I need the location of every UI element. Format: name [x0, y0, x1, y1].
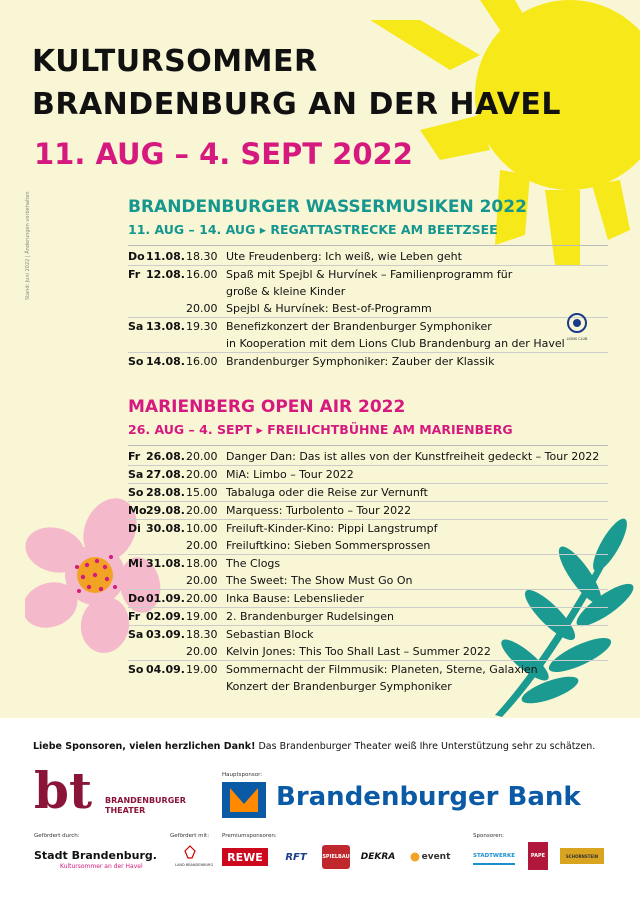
event-time: 18.00 [186, 557, 218, 570]
event-row [128, 607, 608, 625]
event-logo-text: event [421, 852, 451, 862]
event-day [128, 283, 146, 300]
event-time: 20.00 [186, 504, 218, 517]
event-row [128, 537, 608, 554]
event-day: Fr [128, 610, 141, 623]
event-day: Fr [128, 268, 141, 281]
event-date [146, 283, 186, 300]
event-date: 04.09. [146, 663, 185, 676]
event-date: 11.08. [146, 250, 185, 263]
event-title: Spaß mit Spejbl & Hurvínek – Familienprogramm für [226, 268, 513, 281]
bank-logo-icon [222, 782, 266, 818]
event-row [128, 245, 608, 265]
event-day: Sa [128, 628, 144, 641]
event-row [128, 589, 608, 607]
funded-with-label: Gefördert mit: [170, 833, 210, 839]
lions-icon [567, 313, 587, 333]
side-note: Stand: Juni 2022 | Änderungen vorbehalten [25, 191, 31, 300]
event-day: So [128, 355, 144, 368]
event-date [146, 300, 186, 317]
sponsors-label: Sponsoren: [473, 833, 504, 839]
event-title: Tabaluga oder die Reise zur Vernunft [226, 486, 428, 499]
stadtwerke-logo: STADTWERKE [473, 849, 515, 865]
section1-events [128, 245, 608, 370]
event-row [128, 519, 608, 537]
bt-name-line1: BRANDENBURGER [105, 796, 186, 805]
event-row [128, 352, 608, 370]
event-date [146, 335, 186, 352]
event-time: 18.30 [186, 628, 218, 641]
event-title: Danger Dan: Das ist alles von der Kunstfreiheit gedeckt – Tour 2022 [226, 450, 600, 463]
event-time: 20.00 [186, 574, 218, 587]
section2-subtitle: 26. AUG – 4. SEPT ▸ FREILICHTBÜHNE AM MARIENBERG [128, 422, 513, 437]
sponsor-footer [0, 718, 640, 905]
event-title: Sommernacht der Filmmusik: Planeten, Sterne, Galaxien [226, 663, 538, 676]
event-day: So [128, 486, 144, 499]
event-day: Sa [128, 468, 144, 481]
event-date: 26.08. [146, 450, 185, 463]
event-date: 28.08. [146, 486, 185, 499]
thanks-text [33, 741, 595, 752]
section2-title: MARIENBERG OPEN AIR 2022 [128, 397, 406, 417]
event-date: 27.08. [146, 468, 185, 481]
event-day: Do [128, 592, 145, 605]
event-time: 19.30 [186, 320, 218, 333]
bt-logo: bt [34, 761, 93, 820]
event-time: 20.00 [186, 592, 218, 605]
event-title: Brandenburger Symphoniker: Zauber der Klassik [226, 355, 495, 368]
pape-logo: PAPE [528, 842, 548, 870]
event-circle-icon [410, 852, 420, 862]
event-title: The Sweet: The Show Must Go On [226, 574, 413, 587]
title-line-1: KULTURSOMMER [32, 44, 318, 79]
event-title: Marquess: Turbolento – Tour 2022 [226, 504, 412, 517]
event-time: 15.00 [186, 486, 218, 499]
event-title: Kelvin Jones: This Too Shall Last – Summer 2022 [226, 645, 491, 658]
event-title: Freiluft-Kinder-Kino: Pippi Langstrumpf [226, 522, 438, 535]
event-title: Sebastian Block [226, 628, 314, 641]
event-time: 16.00 [186, 355, 218, 368]
title-line-2: BRANDENBURG AN DER HAVEL [32, 87, 562, 122]
premium-label: Premiumsponsoren: [222, 833, 277, 839]
event-date: 30.08. [146, 522, 185, 535]
lions-club-logo [562, 313, 592, 341]
event-day: Mo [128, 504, 147, 517]
event-date: 13.08. [146, 320, 185, 333]
event-time: 20.00 [186, 302, 218, 315]
land-logo [175, 844, 214, 867]
event-time: 20.00 [186, 645, 218, 658]
bank-name: Brandenburger Bank [276, 782, 581, 812]
dekra-logo: DEKRA [360, 852, 396, 862]
event-day [128, 335, 146, 352]
event-row [128, 483, 608, 501]
event-time: 20.00 [186, 539, 218, 552]
section2-events [128, 445, 608, 695]
event-title: MiA: Limbo – Tour 2022 [226, 468, 354, 481]
event-time: 16.00 [186, 268, 218, 281]
event-day: Mi [128, 557, 143, 570]
eagle-icon [183, 845, 197, 859]
event-row [128, 265, 608, 283]
event-row [128, 554, 608, 572]
event-title: The Clogs [226, 557, 281, 570]
event-time [186, 335, 226, 352]
event-day: Sa [128, 320, 144, 333]
event-row [128, 283, 608, 300]
date-range: 11. AUG – 4. SEPT 2022 [34, 137, 413, 171]
city-name: Stadt Brandenburg. [34, 849, 157, 862]
event-title: Benefizkonzert der Brandenburger Symphoniker [226, 320, 492, 333]
thanks-rest: Das Brandenburger Theater weiß Ihre Unterstützung sehr zu schätzen. [255, 741, 596, 752]
event-day: Fr [128, 450, 141, 463]
event-date: 12.08. [146, 268, 185, 281]
event-logo [402, 848, 458, 866]
event-time: 10.00 [186, 522, 218, 535]
event-day [128, 678, 146, 695]
event-time: 20.00 [186, 468, 218, 481]
event-time: 18.30 [186, 250, 218, 263]
funded-by-label: Gefördert durch: [34, 833, 80, 839]
event-date: 02.09. [146, 610, 185, 623]
event-date [146, 643, 186, 660]
bt-name [105, 796, 186, 816]
event-date: 29.08. [146, 504, 185, 517]
event-date: 01.09. [146, 592, 185, 605]
main-sponsor-label: Hauptsponsor: [222, 772, 263, 778]
land-label: LAND BRANDENBURG [175, 863, 214, 867]
section1-title: BRANDENBURGER WASSERMUSIKEN 2022 [128, 197, 527, 217]
thanks-bold: Liebe Sponsoren, vielen herzlichen Dank! [33, 741, 256, 752]
event-row [128, 501, 608, 519]
event-row [128, 465, 608, 483]
event-title: Spejbl & Hurvínek: Best-of-Programm [226, 302, 432, 315]
schornstein-logo: SCHORNSTEIN [560, 848, 604, 864]
event-title: Freiluftkino: Sieben Sommersprossen [226, 539, 431, 552]
event-row [128, 643, 608, 660]
city-sub: Kultursommer an der Havel [60, 863, 143, 870]
event-day [128, 300, 146, 317]
event-row [128, 317, 608, 335]
rewe-logo: REWE [222, 848, 268, 866]
bt-name-line2: THEATER [105, 806, 146, 815]
event-day: So [128, 663, 144, 676]
event-date [146, 572, 186, 589]
spielbau-logo: SPIELBAU [322, 845, 350, 869]
event-day: Di [128, 522, 141, 535]
event-time: 20.00 [186, 450, 218, 463]
event-title: in Kooperation mit dem Lions Club Brandenburg an der Havel [226, 337, 565, 350]
event-row [128, 678, 608, 695]
lions-label: LIONS CLUB [566, 337, 588, 341]
event-time: 19.00 [186, 610, 218, 623]
event-day [128, 572, 146, 589]
event-time: 19.00 [186, 663, 218, 676]
event-row [128, 445, 608, 465]
event-title: große & kleine Kinder [226, 285, 346, 298]
event-time [186, 678, 226, 695]
event-date: 31.08. [146, 557, 185, 570]
event-title: 2. Brandenburger Rudelsingen [226, 610, 394, 623]
event-date [146, 537, 186, 554]
event-row [128, 572, 608, 589]
event-day: Do [128, 250, 145, 263]
event-date: 14.08. [146, 355, 185, 368]
event-title: Inka Bause: Lebenslieder [226, 592, 364, 605]
event-date [146, 678, 186, 695]
event-row [128, 660, 608, 678]
event-day [128, 537, 146, 554]
rft-logo: RFT [285, 851, 307, 863]
event-title: Ute Freudenberg: Ich weiß, wie Leben geht [226, 250, 462, 263]
event-row [128, 625, 608, 643]
event-row [128, 300, 608, 317]
event-date: 03.09. [146, 628, 185, 641]
event-time [186, 283, 226, 300]
event-title: Konzert der Brandenburger Symphoniker [226, 680, 452, 693]
event-row [128, 335, 608, 352]
section1-subtitle: 11. AUG – 14. AUG ▸ REGATTASTRECKE AM BEETZSEE [128, 222, 498, 237]
event-day [128, 643, 146, 660]
